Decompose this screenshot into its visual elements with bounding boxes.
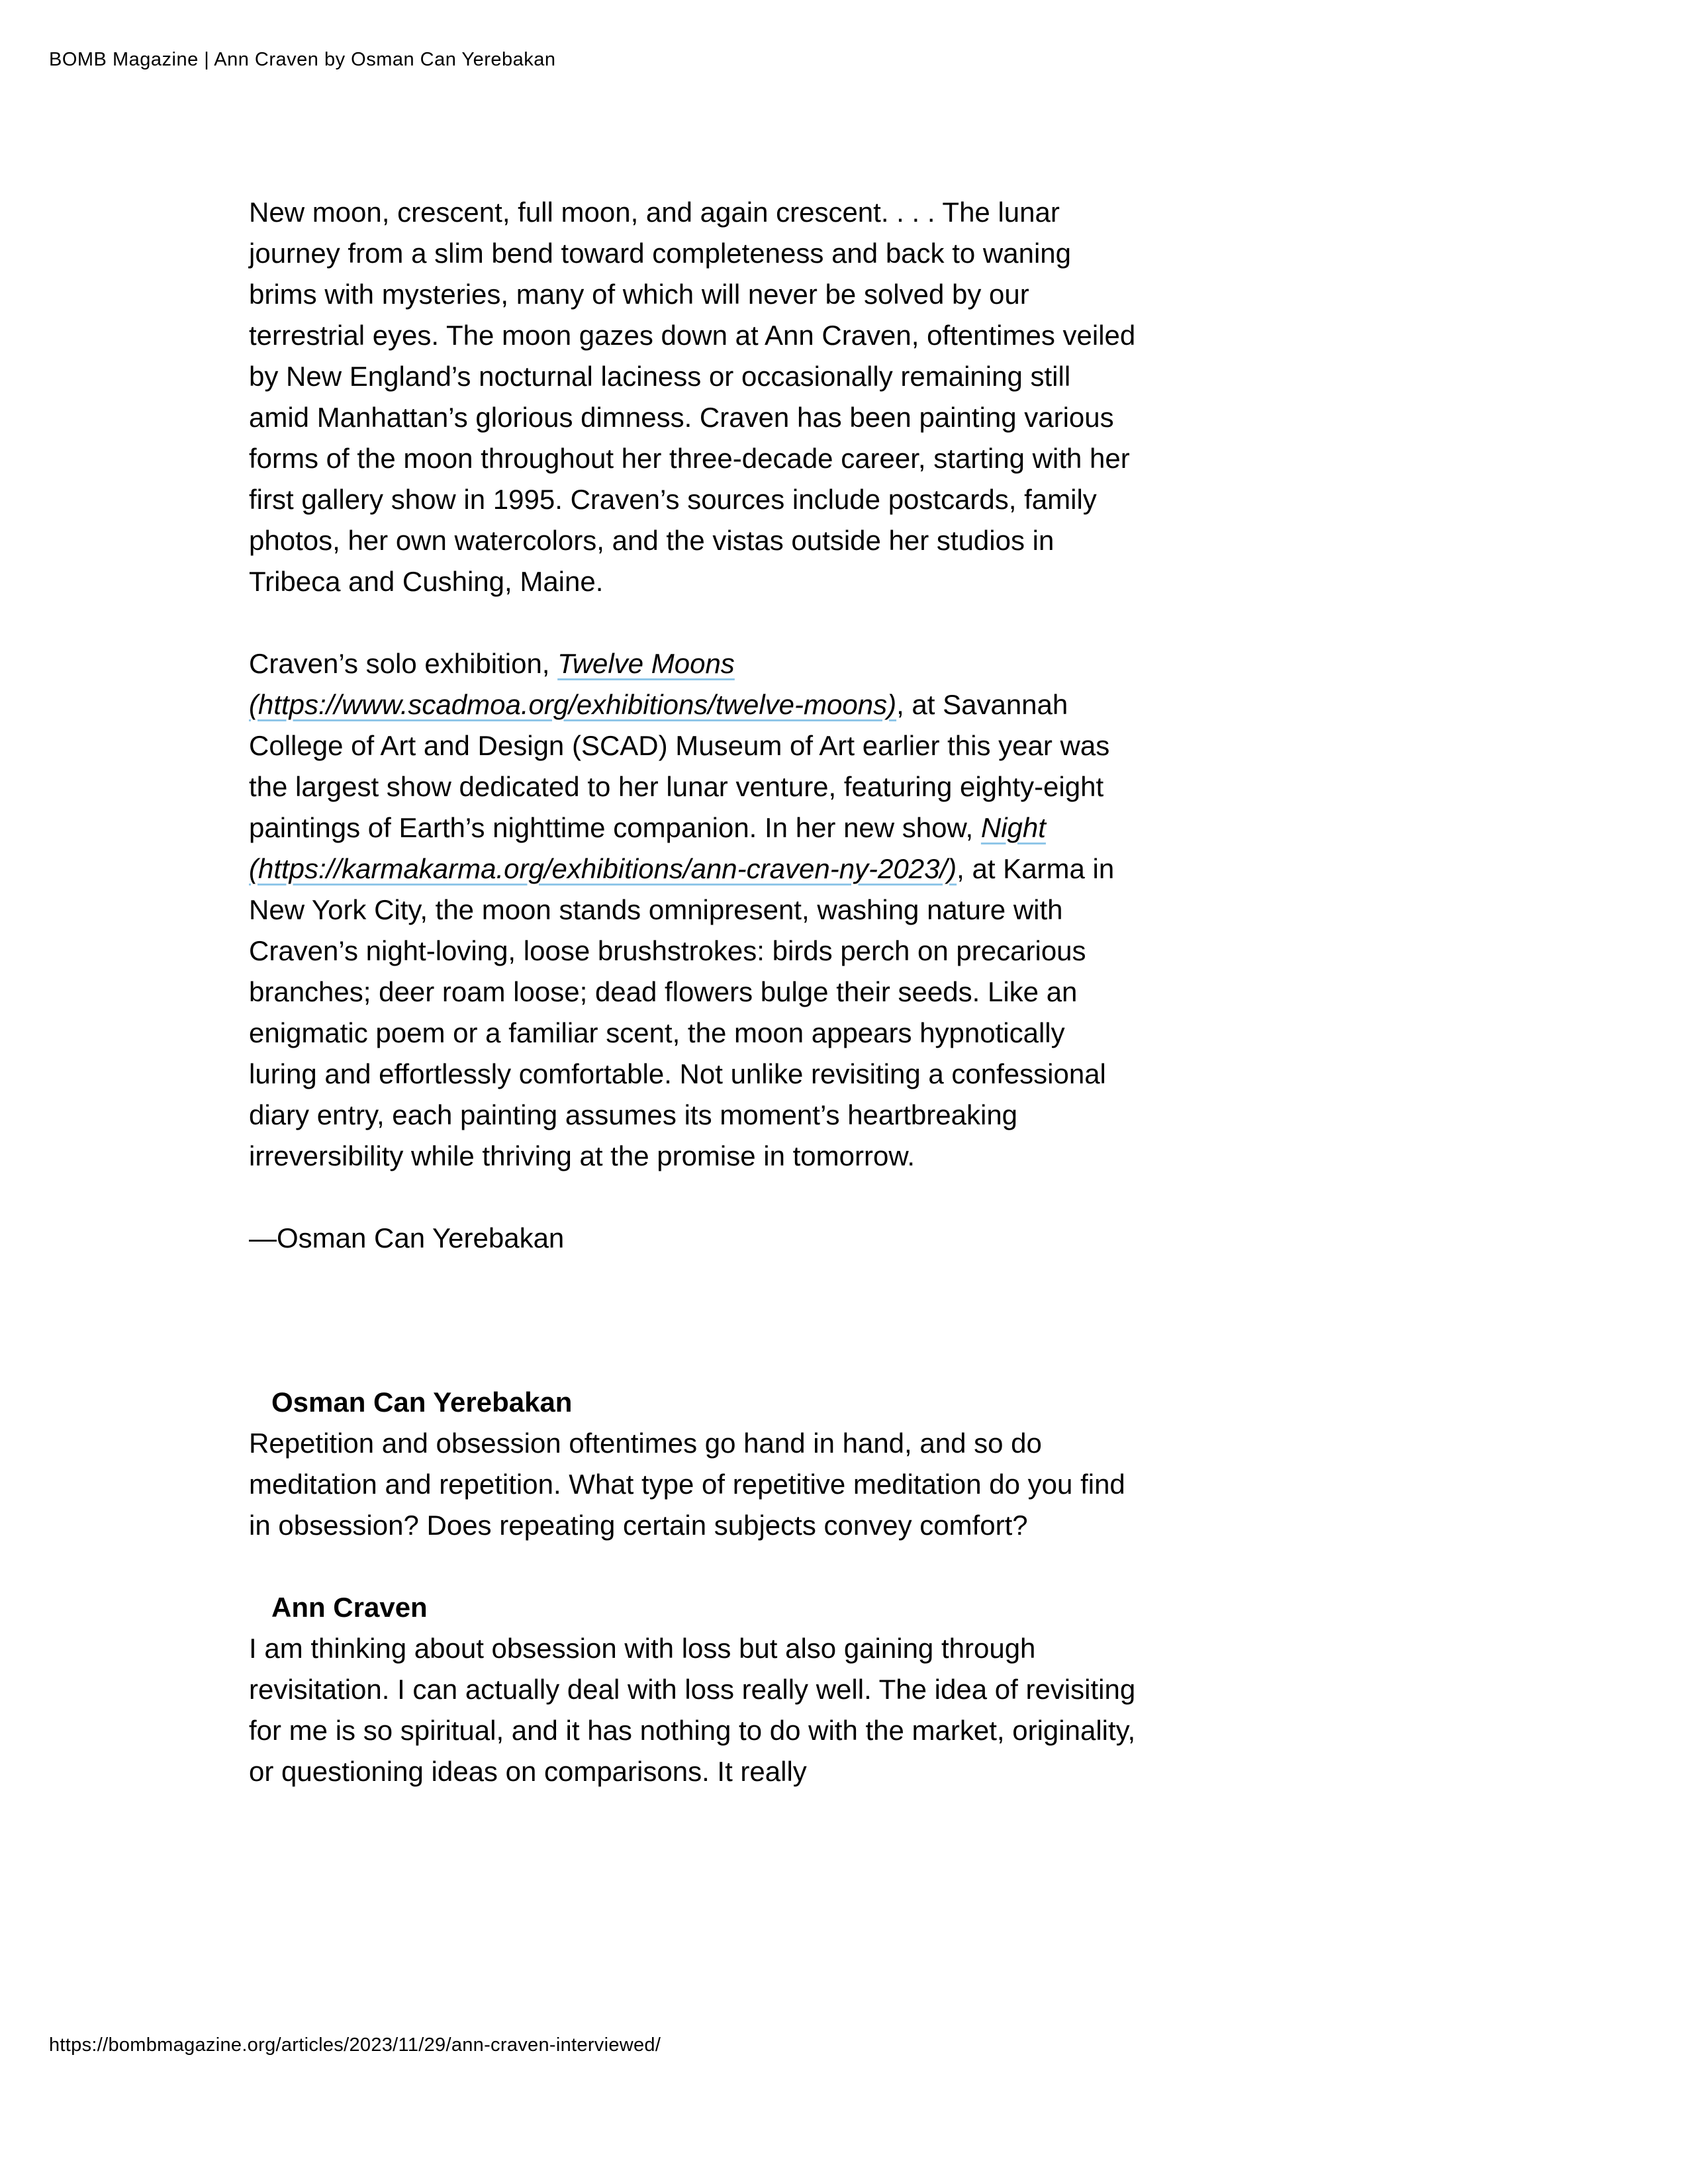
page-header-title: BOMB Magazine | Ann Craven by Osman Can Yerebakan [49,49,556,70]
twelve-moons-link[interactable]: Twelve Moons (https://www.scadmoa.org/exhibitions/twelve-moons) [249,648,897,720]
exhibition-paragraph [249,643,1136,1177]
exhibition-text-end: , at Karma in New York City, the moon stands omnipresent, washing nature with Craven’s night-loving, loose brushstrokes: birds perch on precarious branches; deer roam loose; dead flowers bulge their seeds. Like an enigmatic poem or a familiar scent, the moon appears hypnotically luring and effortlessly comfortable. Not unlike revisiting a confessional diary entry, each painting assumes its moment’s heartbreaking irreversibility while thriving at the promise in tomorrow. [249,853,1115,1171]
paragraph-spacer [249,1546,1136,1587]
interview-answer: I am thinking about obsession with loss but also gaining through revisitation. I can actually deal with loss really well. The idea of revisiting for me is so spiritual, and it has nothing to do with the market, originality, or questioning ideas on comparisons. It really [249,1633,1136,1787]
page-footer-url: https://bombmagazine.org/articles/2023/11/29/ann-craven-interviewed/ [49,2034,661,2056]
exhibition-text-start: Craven’s solo exhibition, [249,648,558,679]
speaker-name-artist: Ann Craven [271,1592,428,1623]
intro-paragraph: New moon, crescent, full moon, and again crescent. . . . The lunar journey from a slim bend toward completeness and back to waning brims with mysteries, many of which will never be solved by our terrestrial eyes. The moon gazes down at Ann Craven, oftentimes veiled by New England’s nocturnal laciness or occasionally remaining still amid Manhattan’s glorious dimness. Craven has been painting various forms of the moon throughout her three-decade career, starting with her first gallery show in 1995. Craven’s sources include postcards, family photos, her own watercolors, and the vistas outside her studios in Tribeca and Cushing, Maine. [249,197,1136,597]
night-exhibition-link[interactable]: Night (https://karmakarma.org/exhibitions/ann-craven-ny-2023/) [249,812,1046,884]
paragraph-spacer [249,1177,1136,1218]
article-body [249,192,1136,1792]
interview-question: Repetition and obsession oftentimes go hand in hand, and so do meditation and repetition. What type of repetitive meditation do you find in obsession? Does repeating certain subjects convey comfort? [249,1428,1125,1541]
section-spacer [249,1259,1136,1382]
paragraph-spacer [249,602,1136,643]
speaker-name-interviewer: Osman Can Yerebakan [271,1387,573,1418]
exhibition-text-middle: , at Savannah College of Art and Design (SCAD) Museum of Art earlier this year was the largest show dedicated to her lunar venture, featuring eighty-eight paintings of Earth’s nighttime companion. In her new show, [249,689,1110,843]
author-signature: —Osman Can Yerebakan [249,1222,565,1253]
